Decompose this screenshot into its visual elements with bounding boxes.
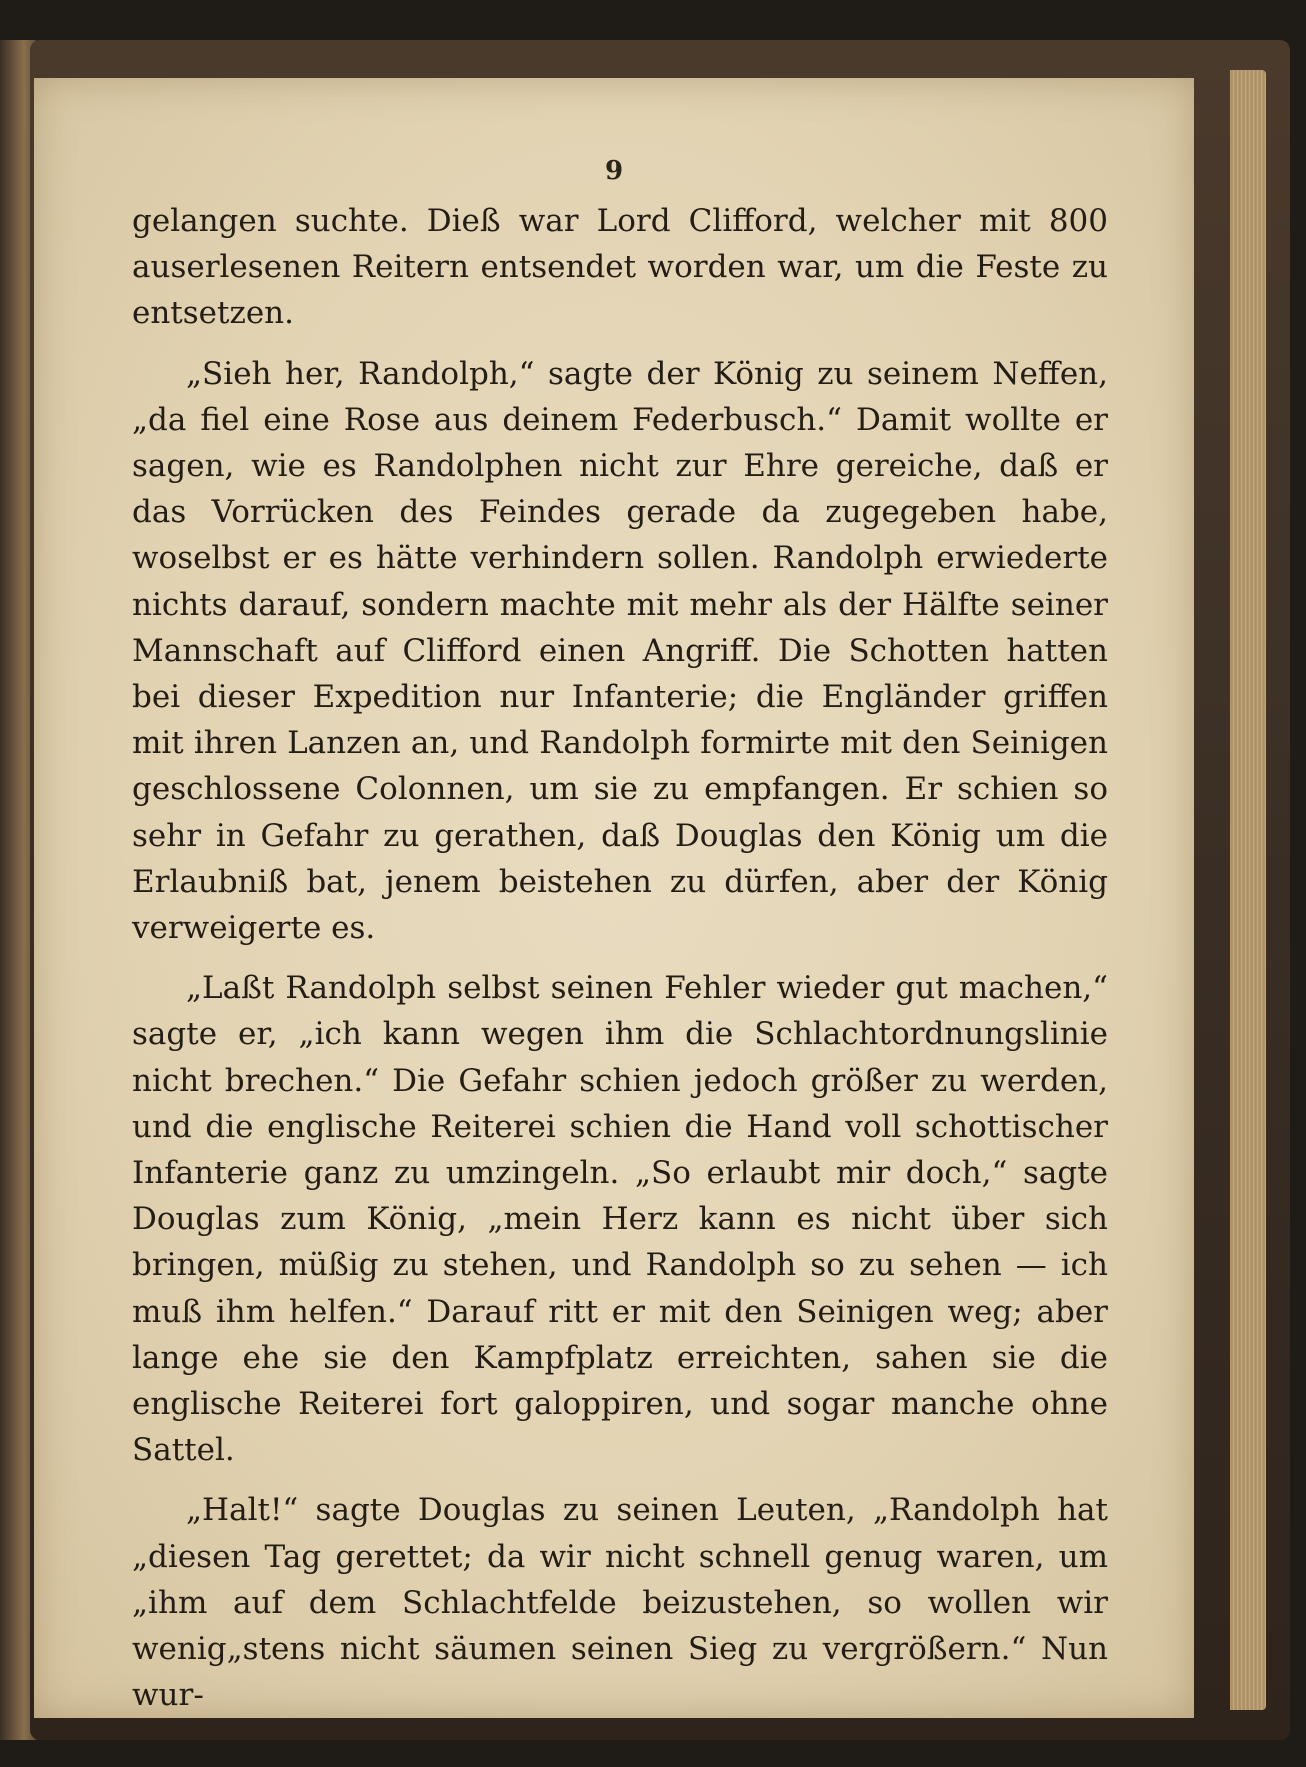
page-text bbox=[132, 198, 1108, 1719]
paragraph-2: „Sieh her, Randolph,“ sagte der König zu seinem Neffen, „da fiel eine Rose aus deinem Federbusch.“ Damit wollte er sagen, wie es Randolphen nicht zur Ehre gereiche, daß er das Vorrücken des Feindes gerade da zugegeben habe, woselbst er es hätte verhindern sollen. Randolph erwiederte nichts darauf, sondern machte mit mehr als der Hälfte seiner Mannschaft auf Clifford einen Angriff. Die Schotten hatten bei dieser Expedition nur Infanterie; die Engländer griffen mit ihren Lanzen an, und Randolph formirte mit den Seinigen geschlossene Colonnen, um sie zu empfangen. Er schien so sehr in Gefahr zu gerathen, daß Douglas den König um die Erlaubniß bat, jenem beistehen zu dürfen, aber der König verweigerte es. bbox=[132, 355, 1108, 947]
paragraph-1: gelangen suchte. Dieß war Lord Clifford, welcher mit 800 auserlesenen Reitern entsendet worden war, um die Feste zu entsetzen. bbox=[132, 203, 1108, 332]
book-page bbox=[34, 78, 1194, 1718]
paragraph-4: „Halt!“ sagte Douglas zu seinen Leuten, „Randolph hat „diesen Tag gerettet; da wir nicht schnell genug waren, um „ihm auf dem Schlachtfelde beizustehen, so wollen wir wenig„stens nicht säumen seinen Sieg zu vergrößern.“ Nun wur- bbox=[132, 1492, 1108, 1714]
page-stack-edge bbox=[1230, 70, 1266, 1710]
paragraph-3: „Laßt Randolph selbst seinen Fehler wieder gut machen,“ sagte er, „ich kann wegen ihm die Schlachtordnungslinie nicht brechen.“ Die Gefahr schien jedoch größer zu werden, und die englische Reiterei schien die Hand voll schottischer Infanterie ganz zu umzingeln. „So erlaubt mir doch,“ sagte Douglas zum König, „mein Herz kann es nicht über sich bringen, müßig zu stehen, und Randolph so zu sehen — ich muß ihm helfen.“ Darauf ritt er mit den Seinigen weg; aber lange ehe sie den Kampfplatz erreichten, sahen sie die englische Reiterei fort galoppiren, und sogar manche ohne Sattel. bbox=[132, 970, 1108, 1469]
page-number: 9 bbox=[604, 156, 624, 186]
